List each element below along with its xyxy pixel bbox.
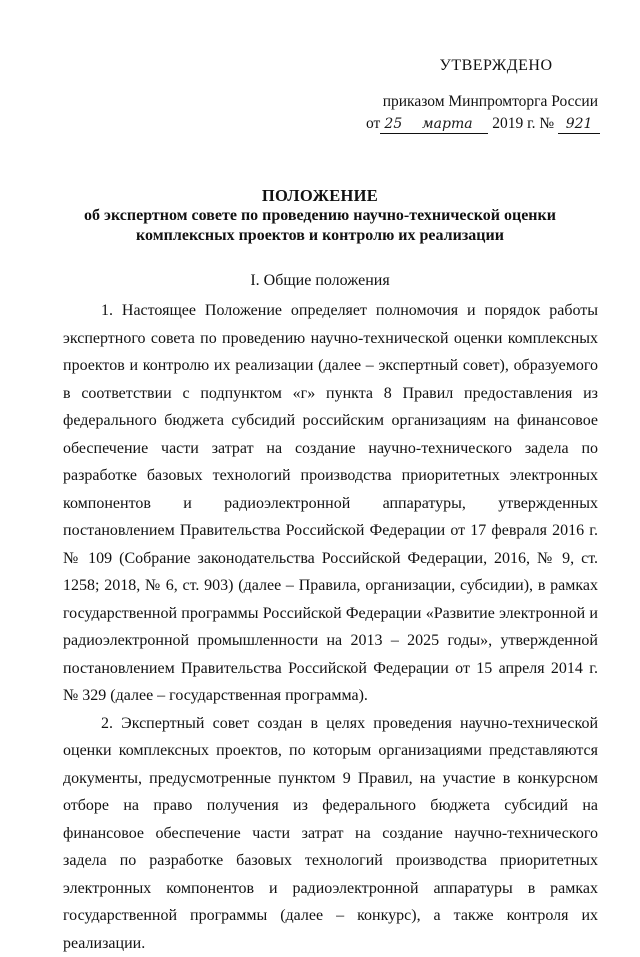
paragraph-2: 2. Экспертный совет создан в целях проведения научно-технической оценки комплексных проектов, по которым организациями представляются документы, предусмотренные пунктом 9 Правил, на участие в конкурсном отборе на право получения из федерального бюджета субсидий на финансовое обеспечение части затрат на создание научно-технического задела по разработке базовых технологий производства приоритетных электронных компонентов и радиоэлектронной аппаратуры в рамках государственной программы (далее – конкурс), а также контроля их реализации. (63, 710, 598, 957)
approved-stamp-text: УТВЕРЖДЕНО (394, 55, 598, 77)
document-body (63, 297, 598, 957)
date-year: 2019 г. № (492, 115, 554, 132)
title-line-2: об экспертном совете по проведению научно-технической оценки (40, 206, 600, 226)
section-heading: I. Общие положения (40, 271, 600, 291)
approval-block (366, 55, 598, 135)
date-prefix: от (366, 115, 380, 132)
title-line-3: комплексных проектов и контролю их реализации (40, 226, 600, 246)
order-date-line (366, 113, 598, 135)
document-title (40, 186, 600, 246)
paragraph-1: 1. Настоящее Положение определяет полномочия и порядок работы экспертного совета по проведению научно-технической оценки комплексных проектов и контролю их реализации (далее – экспертный совет), образуемого в соответствии с подпунктом «г» пункта 8 Правил предоставления из федерального бюджета субсидий российским организациям на финансовое обеспечение части затрат на создание научно-технического задела по разработке базовых технологий производства приоритетных электронных компонентов и радиоэлектронной аппаратуры, утвержденных постановлением Правительства Российской Федерации от 17 февраля 2016 г. № 109 (Собрание законодательства Российской Федерации, 2016, № 9, ст. 1258; 2018, № 6, ст. 903) (далее – Правила, организации, субсидии), в рамках государственной программы Российской Федерации «Развитие электронной и радиоэлектронной промышленности на 2013 – 2025 годы», утвержденной постановлением Правительства Российской Федерации от 15 апреля 2014 г. № 329 (далее – государственная программа). (63, 297, 598, 710)
handwritten-day: 25 (380, 115, 406, 134)
title-line-1: ПОЛОЖЕНИЕ (40, 186, 600, 206)
handwritten-order-number: 921 (558, 115, 600, 134)
handwritten-month: марта (406, 115, 488, 134)
order-line: приказом Минпромторга России (366, 91, 598, 113)
